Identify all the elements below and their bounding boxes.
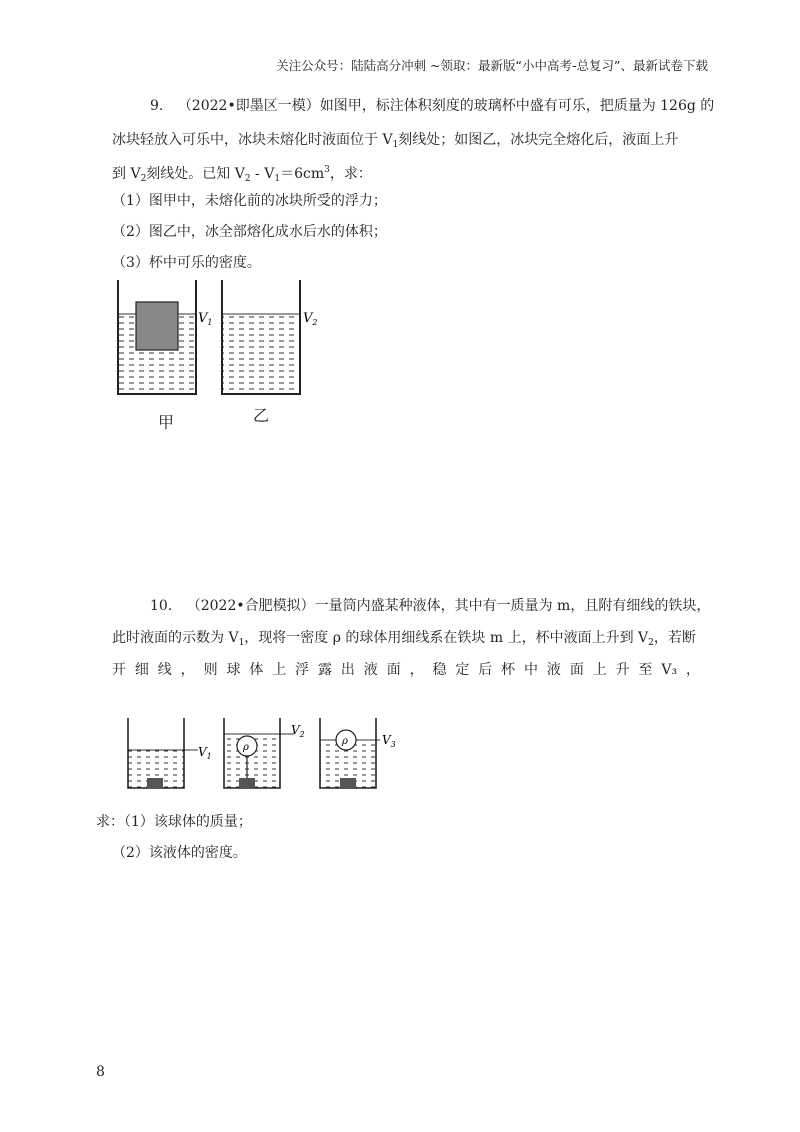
q10-line3-char: 上 <box>592 662 607 678</box>
q10-line3-char: ， <box>686 662 700 678</box>
q10-ask-2: （2）该液体的密度。 <box>112 845 247 861</box>
q9-line-3: 到 $V_2$刻线处。已知 $V_2 - V_1=6cm^3$，求： <box>112 165 372 184</box>
q10-line3-char: 定 <box>455 662 470 678</box>
q10-line3-char: ， <box>180 662 195 678</box>
page-number: 8 <box>96 1064 105 1080</box>
cylinder-3 <box>320 718 380 788</box>
q10-line3-char: 细 <box>134 662 149 678</box>
q10-line3-char: 升 <box>615 662 630 678</box>
q10-line3-char: 出 <box>340 662 355 678</box>
q9-source: （2022•即墨区一模） <box>177 98 320 114</box>
ice-block <box>136 302 178 350</box>
page-header: 关注公众号：陆陆高分冲刺 ~领取：最新版“小中高考-总复习”、最新试卷下载 <box>276 58 708 73</box>
q10-line3-char: 中 <box>524 662 539 678</box>
q9-item-2: （2）图乙中，冰全部熔化成水后水的体积； <box>112 224 387 240</box>
q10-line3-char: 面 <box>386 662 401 678</box>
beaker-yi <box>222 280 300 394</box>
q10-line3-char: 线 <box>157 662 172 678</box>
q10-number: 10. <box>150 598 173 614</box>
q10-source: （2022•合肥模拟） <box>186 598 315 614</box>
q10-line3-char: 体 <box>249 662 264 678</box>
q10-line3-char: 后 <box>478 662 493 678</box>
q10-line3-char: 至 <box>638 662 653 678</box>
beaker-jia <box>118 280 196 394</box>
cylinder-2 <box>224 718 294 788</box>
q10-line-2: 此时液面的示数为 $V_1$，现将一密度 ρ 的球体用细线系在铁块 m 上，杯中液面上升到 $V_2$，若断 <box>112 630 696 648</box>
q10-ask-1: 求：（1）该球体的质量； <box>96 814 252 830</box>
q10-line3-char: 开 <box>112 662 126 678</box>
svg-text:ρ: ρ <box>243 742 249 753</box>
q10-line3-char: ， <box>409 662 424 678</box>
cylinder-1 <box>128 718 198 788</box>
q9-item-1: （1）图甲中，未熔化前的冰块所受的浮力； <box>112 193 387 209</box>
label-v3: $V_3$ <box>382 733 396 749</box>
caption-jia: 甲 <box>158 413 175 432</box>
q9-line-1 <box>150 96 714 116</box>
q10-line3-char: 杯 <box>501 662 516 678</box>
q10-line3-char: 浮 <box>295 662 310 678</box>
q9-line-2: 冰块轻放入可乐中，冰块未熔化时液面位于 $V_1$刻线处；如图乙，冰块完全熔化后，液面上升 <box>112 132 679 150</box>
svg-text:ρ: ρ <box>342 736 348 747</box>
label-v2: $V_2$ <box>291 723 305 739</box>
iron-block <box>340 778 356 788</box>
label-v2: $V_2$ <box>303 311 318 327</box>
q10-line3-char: 球 <box>226 662 241 678</box>
q10-line-1: 10. （2022•合肥模拟）一量筒内盛某种液体，其中有一质量为 m，且附有细线的铁块， <box>150 598 711 614</box>
q10-line-3 <box>112 660 700 680</box>
q9-item-3: （3）杯中可乐的密度。 <box>112 255 261 271</box>
caption-yi: 乙 <box>253 406 270 425</box>
q10-line3-char: 露 <box>318 662 333 678</box>
iron-block <box>239 778 255 788</box>
q10-line3-char: 则 <box>203 662 218 678</box>
iron-block <box>147 778 163 788</box>
q9-line1-text: 如图甲，标注体积刻度的玻璃杯中盛有可乐，把质量为 126g 的 <box>319 98 715 114</box>
label-v1: $V_1$ <box>198 745 212 761</box>
label-v1: $V_1$ <box>198 311 213 327</box>
q10-line3-char: 液 <box>363 662 378 678</box>
q10-line3-char: 上 <box>272 662 287 678</box>
q9-number: 9. <box>150 98 164 114</box>
q9-figure <box>108 272 338 442</box>
q10-figure <box>118 712 408 794</box>
q10-line3-char: 面 <box>569 662 584 678</box>
q10-line3-char: 稳 <box>432 662 447 678</box>
q10-line3-char: V₃ <box>661 662 678 678</box>
q10-line3-char: 液 <box>546 662 561 678</box>
